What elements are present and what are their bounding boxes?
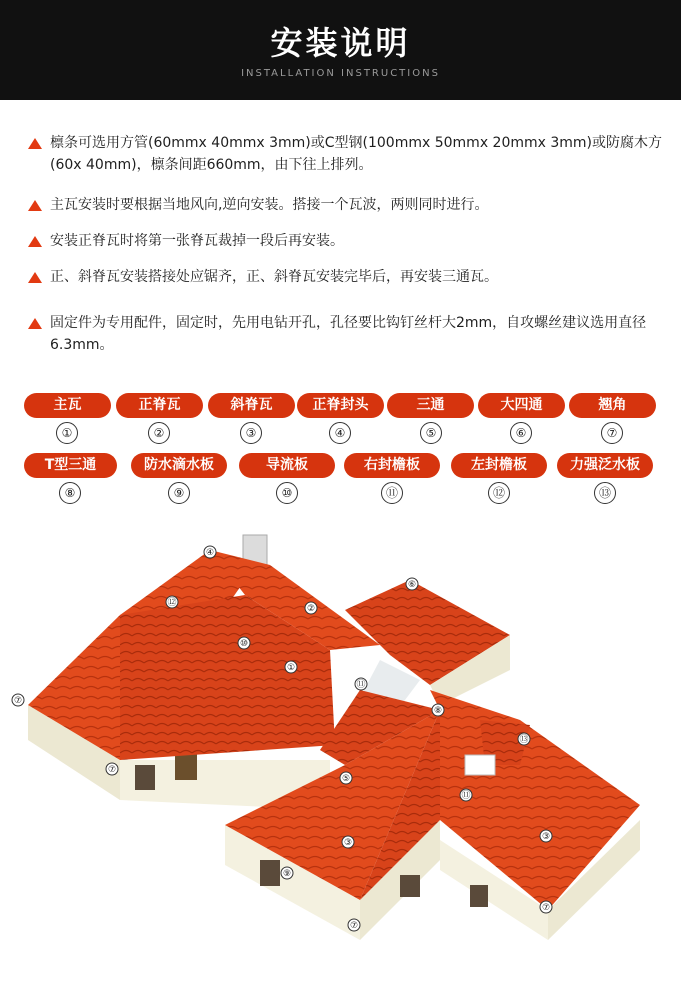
svg-text:⑩: ⑩ xyxy=(239,639,249,649)
instruction-text: 安装正脊瓦时将第一张脊瓦裁掉一段后再安装。 xyxy=(50,233,344,249)
part-label: 斜脊瓦 xyxy=(208,393,295,418)
part-number: ⑥ xyxy=(510,422,532,444)
instruction-item xyxy=(28,194,488,216)
part-number: ② xyxy=(148,422,170,444)
instruction-text: 正、斜脊瓦安装搭接处应锯齐，正、斜脊瓦安装完毕后，再安装三通瓦。 xyxy=(50,269,498,285)
part-label: 大四通 xyxy=(478,393,565,418)
part-label: 力强泛水板 xyxy=(557,453,653,478)
svg-text:⑬: ⑬ xyxy=(519,735,529,745)
instruction-text: 主瓦安装时要根据当地风向,逆向安装。搭接一个瓦波，两则同时进行。 xyxy=(50,197,489,213)
part-number: ⑧ xyxy=(59,482,81,504)
page-subtitle: INSTALLATION INSTRUCTIONS xyxy=(241,68,440,79)
triangle-bullet-icon xyxy=(28,236,42,247)
svg-text:④: ④ xyxy=(205,548,215,558)
svg-text:⑦: ⑦ xyxy=(107,765,117,775)
part-label: 主瓦 xyxy=(24,393,111,418)
part-label: 导流板 xyxy=(239,453,335,478)
instruction-item xyxy=(28,312,668,356)
svg-text:①: ① xyxy=(286,663,296,673)
house-roof-diagram xyxy=(0,520,681,1000)
svg-text:⑦: ⑦ xyxy=(349,921,359,931)
svg-text:⑦: ⑦ xyxy=(541,903,551,913)
part-label: 正脊瓦 xyxy=(116,393,203,418)
svg-text:⑦: ⑦ xyxy=(13,696,23,706)
part-label: 左封檐板 xyxy=(451,453,547,478)
instruction-text: 固定件为专用配件，固定时，先用电钻开孔，孔径要比钩钉丝杆大2mm，自攻螺丝建议选用直径6.3mm。 xyxy=(50,315,647,353)
instruction-item xyxy=(28,132,668,176)
svg-text:②: ② xyxy=(306,604,316,614)
triangle-bullet-icon xyxy=(28,200,42,211)
svg-text:⑨: ⑨ xyxy=(282,869,292,879)
triangle-bullet-icon xyxy=(28,138,42,149)
part-number: ⑬ xyxy=(594,482,616,504)
part-label: 防水滴水板 xyxy=(131,453,227,478)
triangle-bullet-icon xyxy=(28,272,42,283)
part-number: ⑤ xyxy=(420,422,442,444)
part-number: ⑦ xyxy=(601,422,623,444)
instruction-item xyxy=(28,266,498,288)
part-number: ④ xyxy=(329,422,351,444)
svg-text:⑪: ⑪ xyxy=(461,791,471,801)
part-number: ⑫ xyxy=(488,482,510,504)
page-title: 安装说明 xyxy=(270,24,411,62)
instruction-item xyxy=(28,230,344,252)
page-header xyxy=(0,0,681,100)
svg-text:⑥: ⑥ xyxy=(407,580,417,590)
roof-illustration xyxy=(0,520,681,1000)
svg-text:⑤: ⑤ xyxy=(341,774,351,784)
part-label: 正脊封头 xyxy=(297,393,384,418)
instruction-text: 檩条可选用方管(60mmx 40mmx 3mm)或C型钢(100mmx 50mmx 20mmx 3mm)或防腐木方(60x 40mm)，檩条间距660mm，由下往上排列。 xyxy=(50,135,663,173)
part-label: 三通 xyxy=(387,393,474,418)
part-label: 翘角 xyxy=(569,393,656,418)
svg-text:⑫: ⑫ xyxy=(167,598,177,608)
svg-text:③: ③ xyxy=(343,838,353,848)
part-number: ⑪ xyxy=(381,482,403,504)
triangle-bullet-icon xyxy=(28,318,42,329)
part-number: ③ xyxy=(240,422,262,444)
part-number: ⑨ xyxy=(168,482,190,504)
svg-text:③: ③ xyxy=(541,832,551,842)
part-label: T型三通 xyxy=(24,453,117,478)
part-number: ⑩ xyxy=(276,482,298,504)
svg-text:⑪: ⑪ xyxy=(356,680,366,690)
part-number: ① xyxy=(56,422,78,444)
part-label: 右封檐板 xyxy=(344,453,440,478)
svg-text:⑧: ⑧ xyxy=(433,706,443,716)
